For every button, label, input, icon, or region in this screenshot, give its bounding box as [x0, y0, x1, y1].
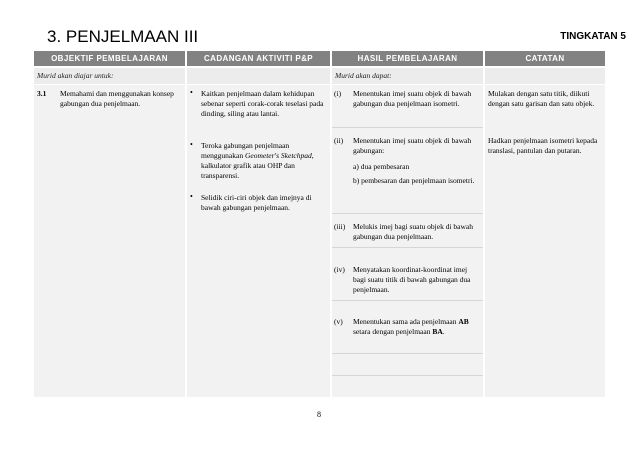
subhead-notes	[485, 68, 605, 84]
outcome-text: Menentukan imej suatu objek di bawah gabungan:	[353, 136, 472, 155]
bullet-icon: •	[190, 192, 193, 201]
outcome-text: Menyatakan koordinat-koordinat imej bagi suatu titik di bawah gabungan dua penjelmaan.	[353, 265, 471, 294]
outcome-number: (i)	[334, 89, 342, 98]
notes-cell	[485, 85, 605, 397]
outcome-number: (ii)	[334, 136, 344, 145]
activities-cell	[187, 85, 330, 397]
outcome-number: (iii)	[334, 222, 346, 231]
outcome-text: Melukis imej bagi suatu objek di bawah gabungan dua penjelmaan.	[353, 222, 473, 241]
bullet-icon: •	[190, 88, 193, 97]
subhead-objectives: Murid akan diajar untuk:	[34, 68, 185, 84]
note-item: Hadkan penjelmaan isometri kepada translasi, pantulan dan putaran.	[488, 136, 598, 155]
header-activities: CADANGAN AKTIVITI P&P	[187, 51, 330, 66]
page-number: 8	[317, 410, 321, 419]
activity-item: Teroka gabungan penjelmaan menggunakan Geometer's Sketchpad, kalkulator grafik atau OHP dan transparensi.	[201, 141, 314, 180]
objectives-cell	[34, 85, 185, 397]
header-objectives: OBJEKTIF PEMBELAJARAN	[34, 51, 185, 66]
outcomes-cell	[332, 85, 483, 397]
header-notes: CATATAN	[485, 51, 605, 66]
outcome-text: Menentukan imej suatu objek di bawah gabungan dua penjelmaan isometri.	[353, 89, 472, 108]
page-title: 3. PENJELMAAN III	[47, 27, 199, 46]
outcome-number: (v)	[334, 317, 343, 326]
header-outcomes: HASIL PEMBELAJARAN	[332, 51, 483, 66]
outcome-text: Menentukan sama ada penjelmaan AB setara dengan penjelmaan BA.	[353, 317, 469, 336]
syllabus-table	[34, 51, 605, 398]
outcome-number: (iv)	[334, 265, 345, 274]
activity-item: Selidik ciri-ciri objek dan imejnya di bawah gabungan penjelmaan.	[201, 193, 312, 212]
activity-item: Kaitkan penjelmaan dalam kehidupan sebenar seperti corak-corak teselasi pada dinding, siling atau lantai.	[201, 89, 324, 118]
subhead-outcomes: Murid akan dapat:	[332, 68, 483, 84]
outcome-sub-a: a) dua pembesaran	[353, 162, 410, 171]
bullet-icon: •	[190, 140, 193, 149]
outcome-sub-b: b) pembesaran dan penjelmaan isometri.	[353, 176, 475, 185]
subhead-activities	[187, 68, 330, 84]
form-label: TINGKATAN 5	[560, 31, 626, 42]
note-item: Mulakan dengan satu titik, diikuti dengan satu garisan dan satu objek.	[488, 89, 595, 108]
objective-text: Memahami dan menggunakan konsep gabungan dua penjelmaan.	[60, 89, 174, 108]
objective-number: 3.1	[37, 89, 47, 98]
